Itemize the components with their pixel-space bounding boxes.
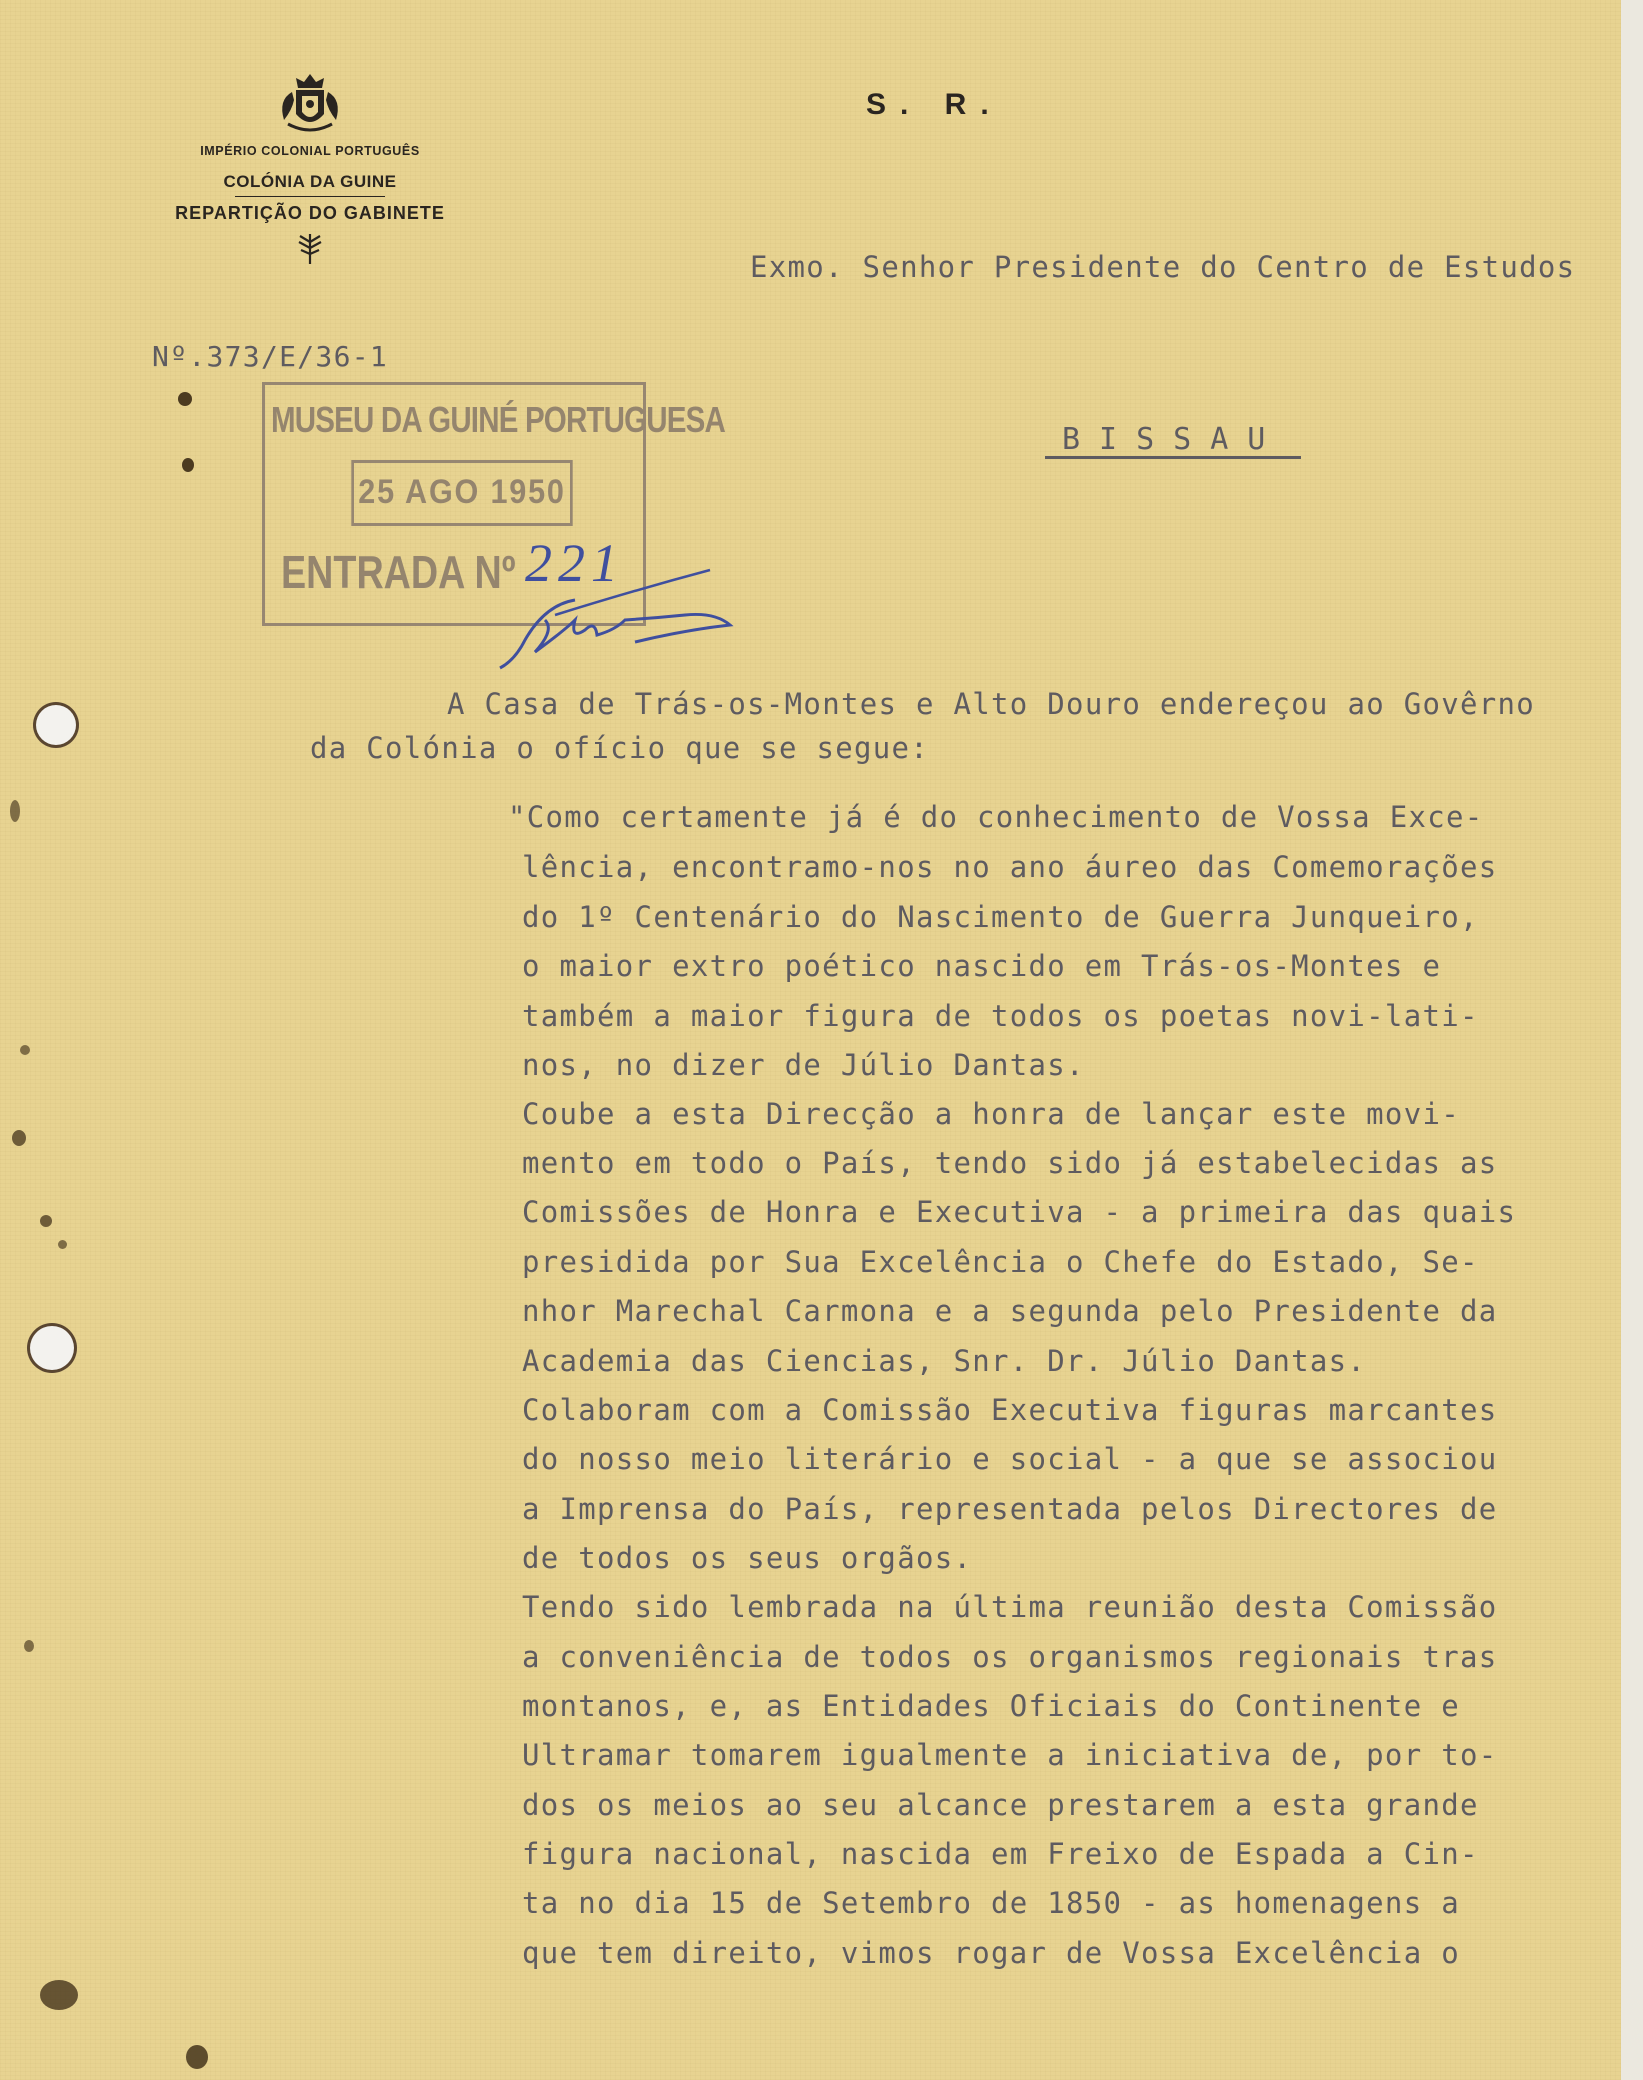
body-line: nhor Marechal Carmona e a segunda pelo Presidente da xyxy=(522,1294,1498,1328)
colony-name: COLÓNIA DA GUINE xyxy=(223,172,397,191)
city-underline xyxy=(1045,456,1301,459)
body-line: mento em todo o País, tendo sido já estabelecidas as xyxy=(522,1146,1498,1180)
stamp-date: 25 AGO 1950 xyxy=(351,460,572,526)
body-line: também a maior figura de todos os poetas novi-lati- xyxy=(522,999,1479,1033)
empire-name: IMPÉRIO COLONIAL PORTUGUÊS xyxy=(200,144,420,158)
ornament-icon xyxy=(295,232,325,266)
stain xyxy=(40,1980,78,2010)
stain xyxy=(186,2045,208,2069)
body-line: montanos, e, as Entidades Oficiais do Continente e xyxy=(522,1689,1460,1723)
body-line: Academia das Ciencias, Snr. Dr. Júlio Dantas. xyxy=(522,1344,1367,1378)
body-line: Colaboram com a Comissão Executiva figuras marcantes xyxy=(522,1393,1498,1427)
stamp-entry-label: ENTRADA Nº xyxy=(281,546,516,598)
body-line: Tendo sido lembrada na última reunião desta Comissão xyxy=(522,1590,1498,1624)
stain xyxy=(58,1240,67,1249)
stain xyxy=(178,392,192,406)
body-line: do nosso meio literário e social - a que se associou xyxy=(522,1442,1498,1476)
body-line: A Casa de Trás-os-Montes e Alto Douro endereçou ao Govêrno xyxy=(447,687,1536,721)
body-line: "Como certamente já é do conhecimento de Vossa Exce- xyxy=(508,800,1484,834)
stain xyxy=(12,1130,26,1146)
letterhead-divider xyxy=(235,196,385,197)
stamp-institution: MUSEU DA GUINÉ PORTUGUESA xyxy=(271,399,726,440)
department-name: REPARTIÇÃO DO GABINETE xyxy=(175,203,445,223)
stain xyxy=(20,1045,30,1055)
punch-hole-bottom xyxy=(30,1326,74,1370)
body-line: Ultramar tomarem igualmente a iniciativa de, por to- xyxy=(522,1738,1498,1772)
punch-hole-top xyxy=(36,705,76,745)
body-line: ta no dia 15 de Setembro de 1850 - as homenagens a xyxy=(522,1886,1460,1920)
city: BISSAU xyxy=(1062,422,1285,457)
body-line: lência, encontramo-nos no ano áureo das Comemorações xyxy=(522,850,1498,884)
body-line: nos, no dizer de Júlio Dantas. xyxy=(522,1048,1085,1082)
stain xyxy=(24,1640,34,1652)
address-line: Exmo. Senhor Presidente do Centro de Estudos xyxy=(750,250,1576,284)
body-line: dos os meios ao seu alcance prestarem a esta grande xyxy=(522,1788,1479,1822)
stamp-entry-number: 221 xyxy=(525,533,624,593)
header-sr: S. R. xyxy=(866,88,1003,121)
letterhead xyxy=(130,70,490,266)
body-line: presidida por Sua Excelência o Chefe do Estado, Se- xyxy=(522,1245,1479,1279)
body-line: Comissões de Honra e Executiva - a primeira das quais xyxy=(522,1195,1517,1229)
body-line: a Imprensa do País, representada pelos Directores de xyxy=(522,1492,1498,1526)
body-line: da Colónia o ofício que se segue: xyxy=(310,731,930,765)
coat-of-arms-icon xyxy=(270,70,350,140)
body-line: Coube a esta Direcção a honra de lançar este movi- xyxy=(522,1097,1460,1131)
stain xyxy=(10,800,20,822)
stain xyxy=(182,458,194,472)
body-line: o maior extro poético nascido em Trás-os-Montes e xyxy=(522,949,1442,983)
stain xyxy=(40,1215,52,1227)
body-line: do 1º Centenário do Nascimento de Guerra Junqueiro, xyxy=(522,900,1479,934)
body-line: figura nacional, nascida em Freixo de Espada a Cin- xyxy=(522,1837,1479,1871)
body-line: a conveniência de todos os organismos regionais tras xyxy=(522,1640,1498,1674)
reference-number: Nº.373/E/36-1 xyxy=(152,340,389,373)
body-line: que tem direito, vimos rogar de Vossa Excelência o xyxy=(522,1936,1460,1970)
handwritten-initials xyxy=(485,560,745,680)
body-line: de todos os seus orgãos. xyxy=(522,1541,973,1575)
paper-edge xyxy=(1621,0,1643,2080)
